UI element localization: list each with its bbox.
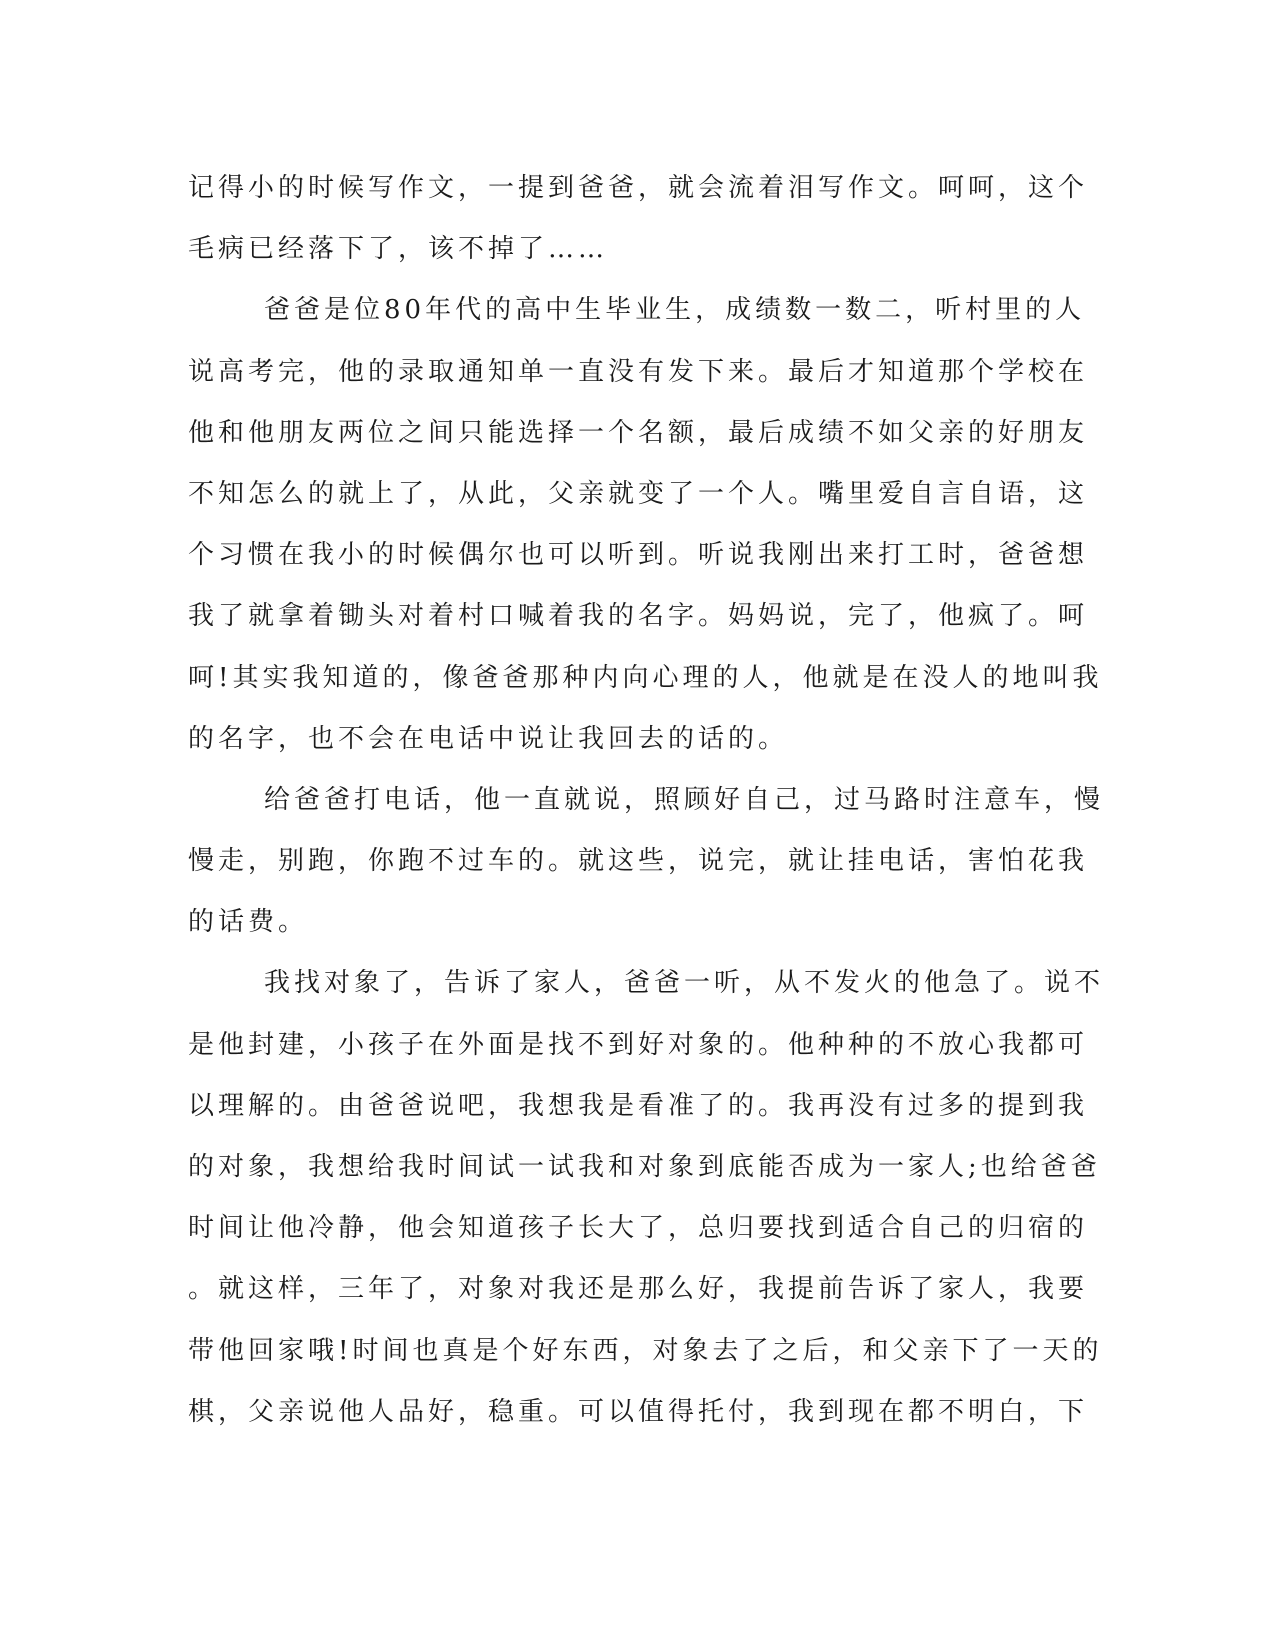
text-line: 时间让他冷静，他会知道孩子长大了，总归要找到适合自己的归宿的 bbox=[188, 1213, 1089, 1244]
text-line: 呵!其实我知道的，像爸爸那种内向心理的人，他就是在没人的地叫我 bbox=[188, 662, 1103, 693]
text-line: 爸爸是位80年代的高中生毕业生，成绩数一数二，听村里的人 bbox=[264, 295, 1086, 326]
text-line: 慢走，别跑，你跑不过车的。就这些，说完，就让挂电话，害怕花我 bbox=[188, 846, 1089, 877]
text-line: 说高考完，他的录取通知单一直没有发下来。最后才知道那个学校在 bbox=[188, 356, 1089, 387]
text-line: 的名字，也不会在电话中说让我回去的话的。 bbox=[188, 723, 789, 754]
text-line: 不知怎么的就上了，从此，父亲就变了一个人。嘴里爱自言自语，这 bbox=[188, 478, 1089, 509]
text-line: 我找对象了，告诉了家人，爸爸一听，从不发火的他急了。说不 bbox=[264, 968, 1105, 999]
paragraph-2 bbox=[188, 280, 1103, 770]
paragraph-1 bbox=[188, 158, 1089, 280]
paragraph-3 bbox=[188, 770, 1105, 954]
paragraph-4 bbox=[188, 953, 1105, 1443]
text-line: 棋，父亲说他人品好，稳重。可以值得托付，我到现在都不明白，下 bbox=[188, 1396, 1089, 1427]
text-line: 。就这样，三年了，对象对我还是那么好，我提前告诉了家人，我要 bbox=[188, 1274, 1089, 1305]
text-line: 给爸爸打电话，他一直就说，照顾好自己，过马路时注意车，慢 bbox=[264, 784, 1105, 815]
text-line: 记得小的时候写作文，一提到爸爸，就会流着泪写作文。呵呵，这个 bbox=[188, 173, 1089, 203]
text-line: 以理解的。由爸爸说吧，我想我是看准了的。我再没有过多的提到我 bbox=[188, 1090, 1089, 1121]
text-line: 我了就拿着锄头对着村口喊着我的名字。妈妈说，完了，他疯了。呵 bbox=[188, 601, 1089, 632]
text-line: 他和他朋友两位之间只能选择一个名额，最后成绩不如父亲的好朋友 bbox=[188, 417, 1089, 448]
text-line: 是他封建，小孩子在外面是找不到好对象的。他种种的不放心我都可 bbox=[188, 1029, 1089, 1060]
text-line: 毛病已经落下了，该不掉了…… bbox=[188, 234, 609, 265]
text-line: 带他回家哦!时间也真是个好东西，对象去了之后，和父亲下了一天的 bbox=[188, 1335, 1103, 1366]
document-body bbox=[188, 158, 1105, 1443]
text-line: 个习惯在我小的时候偶尔也可以听到。听说我刚出来打工时，爸爸想 bbox=[188, 540, 1089, 571]
text-line: 的对象，我想给我时间试一试我和对象到底能否成为一家人;也给爸爸 bbox=[188, 1152, 1101, 1182]
text-line: 的话费。 bbox=[188, 907, 309, 938]
